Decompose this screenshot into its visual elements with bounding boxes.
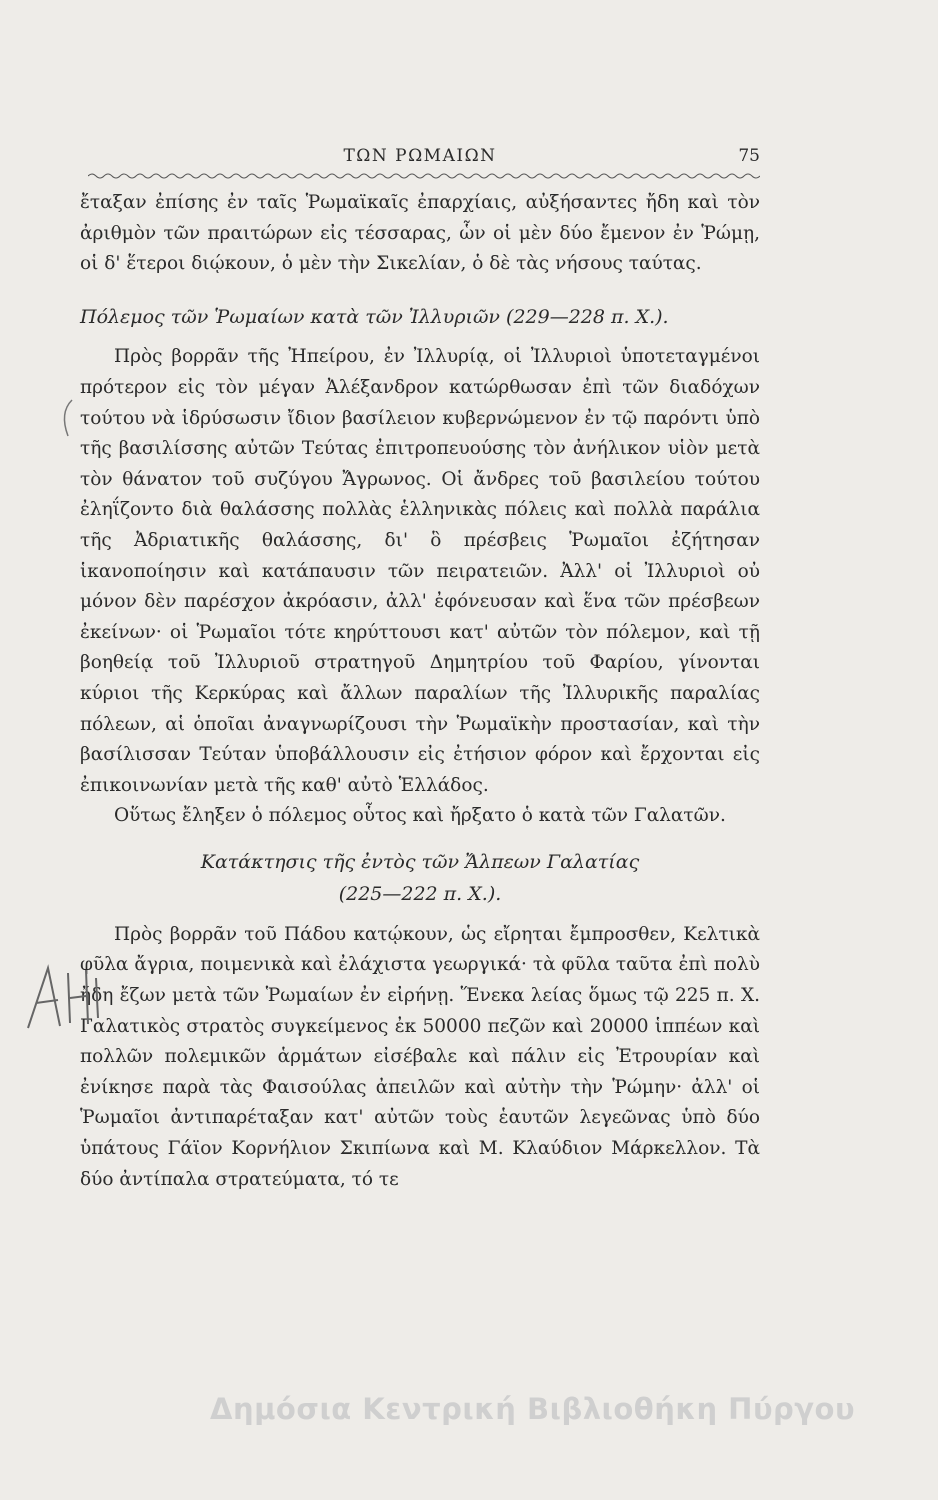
page-number: 75 (738, 146, 760, 166)
library-watermark: Δημόσια Κεντρική Βιβλιοθήκη Πύργου (210, 1392, 856, 1426)
pencil-bracket-mark (56, 398, 78, 438)
page-header (80, 146, 760, 172)
paragraph-3: Οὕτως ἔληξεν ὁ πόλεμος οὗτος καὶ ἤρξατο ὁ κατὰ τῶν Γαλατῶν. (114, 805, 726, 827)
paragraph-4: Πρὸς βορρᾶν τοῦ Πάδου κατῴκουν, ὡς εἴρηται ἔμπροσθεν, Κελτικὰ φῦλα ἄγρια, ποιμενικὰ καὶ ἐλάχιστα γεωργικά· τὰ φῦλα ταῦτα ἐπὶ πολὺ ἤδη ἔζων μετὰ τῶν Ῥωμαίων ἐν εἰρήνῃ. Ἕνεκα λείας ὅμως τῷ 225 π. Χ. Γαλατικὸς στρατὸς συγκείμενος ἐκ 50000 πεζῶν καὶ 20000 ἱππέων καὶ πολλῶν πολεμικῶν ἁρμάτων εἰσέβαλε καὶ πάλιν εἰς Ἐτρουρίαν καὶ ἐνίκησε παρὰ τὰς Φαισούλας ἀπειλῶν καὶ αὐτὴν τὴν Ῥώμην· ἀλλ' οἱ Ῥωμαῖοι ἀντιπαρέταξαν κατ' αὐτῶν τοὺς ἑαυτῶν λεγεῶνας ὑπὸ δύο ὑπάτους Γάϊον Κορνήλιον Σκιπίωνα καὶ Μ. Κλαύδιον Μάρκελλον. Τὰ δύο ἀντίπαλα στρατεύματα, τό τε (80, 923, 760, 1190)
paragraph-2: Πρὸς βορρᾶν τῆς Ἠπείρου, ἐν Ἰλλυρίᾳ, οἱ Ἰλλυριοὶ ὑποτεταγμένοι πρότερον εἰς τὸν μέγαν Ἀλέξανδρον κατώρθωσαν ἐπὶ τῶν διαδόχων τούτου νὰ ἱδρύσωσιν ἴδιον βασίλειον κυβερνώμενον ἐν τῷ παρόντι ὑπὸ τῆς βασιλίσσης αὐτῶν Τεύτας ἐπιτροπευούσης τὸν ἀνήλικον υἱὸν μετὰ τὸν θάνατον τοῦ συζύγου Ἄγρωνος. Οἱ ἄνδρες τοῦ βασιλείου τούτου ἐληΐζοντο διὰ θαλάσσης πολλὰς ἑλληνικὰς πόλεις καὶ πολλὰ παράλια τῆς Ἀδριατικῆς θαλάσσης, δι' ὃ πρέσβεις Ῥωμαῖοι ἐζήτησαν ἱκανοποίησιν καὶ κατάπαυσιν τῶν πειρατειῶν. Ἀλλ' οἱ Ἰλλυριοὶ οὐ μόνον δὲν παρέσχον ἀκρόασιν, ἀλλ' ἐφόνευσαν καὶ ἕνα τῶν πρέσβεων ἐκείνων· οἱ Ῥωμαῖοι τότε κηρύττουσι κατ' αὐτῶν τὸν πόλεμον, καὶ τῇ βοηθείᾳ τοῦ Ἰλλυριοῦ στρατηγοῦ Δημητρίου τοῦ Φαρίου, γίνονται κύριοι τῆς Κερκύρας καὶ ἄλλων παραλίων τῆς Ἰλλυρικῆς παραλίας πόλεων, αἱ ὁποῖαι ἀναγνωρίζουσι τὴν Ῥωμαϊκὴν προστασίαν, καὶ τὴν βασίλισσαν Τεύταν ὑποβάλλουσιν εἰς ἐτήσιον φόρον καὶ ἔρχονται εἰς ἐπικοινωνίαν μετὰ τῆς καθ' αὐτὸ Ἑλλάδος. (80, 346, 760, 796)
header-wavy-rule (88, 172, 760, 180)
section-title-line-2: (225—222 π. Χ.). (338, 882, 502, 905)
section-title-line-1: Κατάκτησις τῆς ἐντὸς τῶν Ἄλπεων Γαλατίας (200, 850, 640, 873)
body-text (80, 188, 760, 1195)
running-title: ΤΩΝ ΡΩΜΑΙΩΝ (343, 146, 497, 166)
paragraph-1: ἔταξαν ἐπίσης ἐν ταῖς Ῥωμαϊκαῖς ἐπαρχίαις, αὐξήσαντες ἤδη καὶ τὸν ἀριθμὸν τῶν πραιτώρων εἰς τέσσαρας, ὧν οἱ μὲν δύο ἔμενον ἐν Ῥώμῃ, οἱ δ' ἕτεροι διῴκουν, ὁ μὲν τὴν Σικελίαν, ὁ δὲ τὰς νήσους ταύτας. (80, 192, 760, 275)
handwritten-annotation-mark (18, 958, 108, 1038)
section-title-gaul-conquest (80, 846, 760, 910)
section-title-illyrian-war: Πόλεμος τῶν Ῥωμαίων κατὰ τῶν Ἰλλυριῶν (229—228 π. Χ.). (80, 305, 669, 328)
